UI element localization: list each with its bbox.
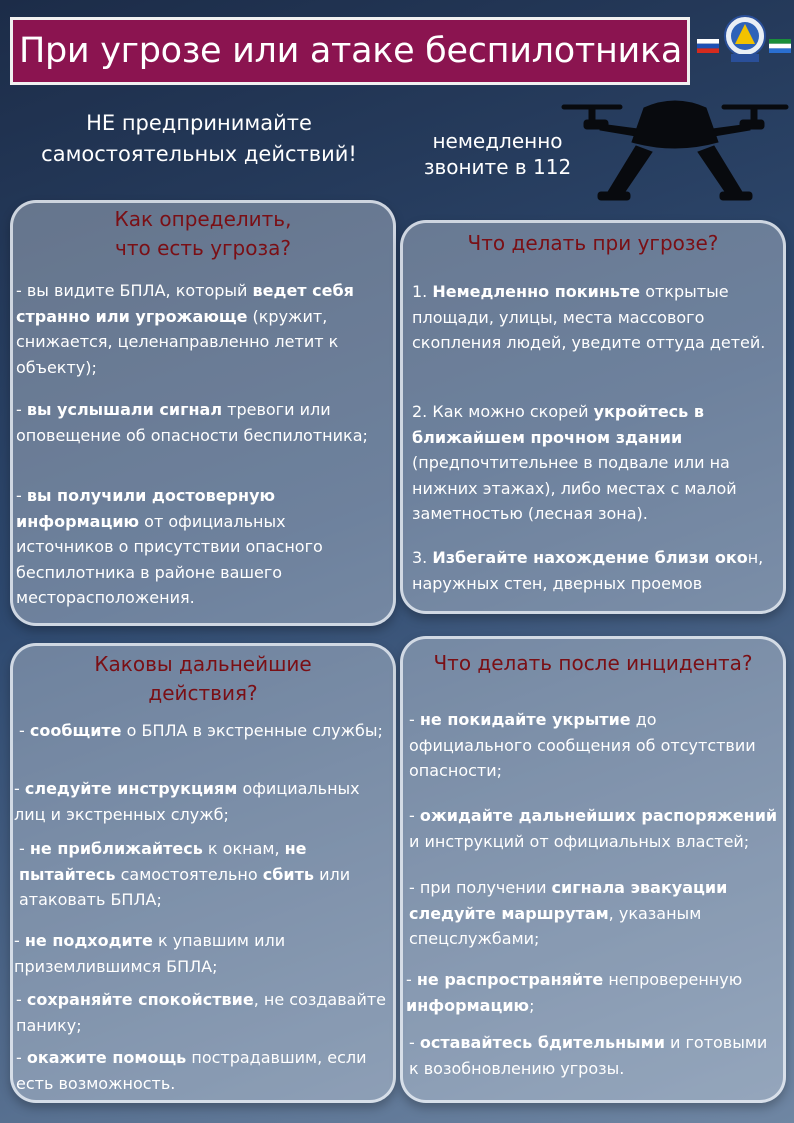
- list-item: - не приближайтесь к окнам, не пытайтесь самостоятельно сбить или атаковать БПЛА;: [19, 839, 351, 909]
- card-next-heading-line-1: Каковы дальнейшие: [94, 652, 312, 676]
- warning-line-1: НЕ предпринимайте: [86, 111, 312, 135]
- title-banner: [10, 17, 690, 85]
- call-line-1: немедленно: [432, 129, 563, 153]
- list-item: - не распространяйте непроверенную информацию;: [406, 970, 743, 1015]
- card-after-heading: Что делать после инцидента?: [433, 651, 753, 675]
- list-item: - вы видите БПЛА, который ведет себя странно или угрожающе (кружит, снижается, целенаправленно летит к объекту);: [16, 281, 354, 377]
- list-item: - при получении сигнала эвакуации следуйте маршрутам, указаным спецслужбами;: [409, 878, 728, 948]
- card-identify-heading: [13, 205, 393, 263]
- list-item: - сохраняйте спокойствие, не создавайте панику;: [16, 990, 387, 1035]
- card-threat-heading: Что делать при угрозе?: [467, 231, 719, 255]
- card-next-heading: [13, 650, 393, 708]
- list-item: - сообщите о БПЛА в экстренные службы;: [19, 721, 383, 740]
- warning-text: [14, 108, 384, 170]
- card-identify-heading-line-1: Как определить,: [114, 207, 292, 231]
- list-item: - следуйте инструкциям официальных лиц и экстренных служб;: [14, 779, 360, 824]
- list-item: - не подходите к упавшим или приземлившимся БПЛА;: [14, 931, 286, 976]
- warning-line-2: самостоятельных действий!: [41, 142, 357, 166]
- list-item: - вы получили достоверную информацию от официальных источников о присутствии опасного беспилотника в районе вашего месторасположения.: [16, 486, 323, 607]
- card-threat-actions: [400, 220, 786, 614]
- emblems: [697, 14, 791, 68]
- card-after-incident: [400, 636, 786, 1103]
- list-item: 3. Избегайте нахождение близи окон, наружных стен, дверных проемов: [412, 548, 764, 593]
- list-item: - ожидайте дальнейших распоряжений и инструкций от официальных властей;: [409, 806, 778, 851]
- list-item: - оставайтесь бдительными и готовыми к возобновлению угрозы.: [409, 1033, 768, 1078]
- list-item: 1. Немедленно покиньте открытые площади, улицы, места массового скопления людей, уведите оттуда детей.: [412, 282, 766, 352]
- card-identify-threat: [10, 200, 396, 626]
- card-identify-heading-line-2: что есть угроза?: [115, 236, 291, 260]
- card-next-actions: [10, 643, 396, 1103]
- russian-flag-icon: [697, 39, 719, 53]
- card-next-heading-line-2: действия?: [148, 681, 258, 705]
- list-item: 2. Как можно скорей укройтесь в ближайшем прочном здании (предпочтительнее в подвале или на нижних этажах), либо местах с малой заметностью (лесная зона).: [412, 402, 737, 523]
- list-item: - вы услышали сигнал тревоги или оповещение об опасности беспилотника;: [16, 400, 368, 445]
- list-item: - окажите помощь пострадавшим, если есть возможность.: [16, 1048, 367, 1093]
- list-item: - не покидайте укрытие до официального сообщения об отсутствии опасности;: [409, 710, 756, 780]
- call-112-text: [410, 128, 585, 180]
- call-line-2: звоните в 112: [423, 155, 572, 179]
- page-title: При угрозе или атаке беспилотника: [19, 31, 682, 71]
- drone-icon: [560, 96, 790, 216]
- regional-flag-icon: [769, 39, 791, 53]
- emergency-service-emblem-icon: [723, 14, 767, 64]
